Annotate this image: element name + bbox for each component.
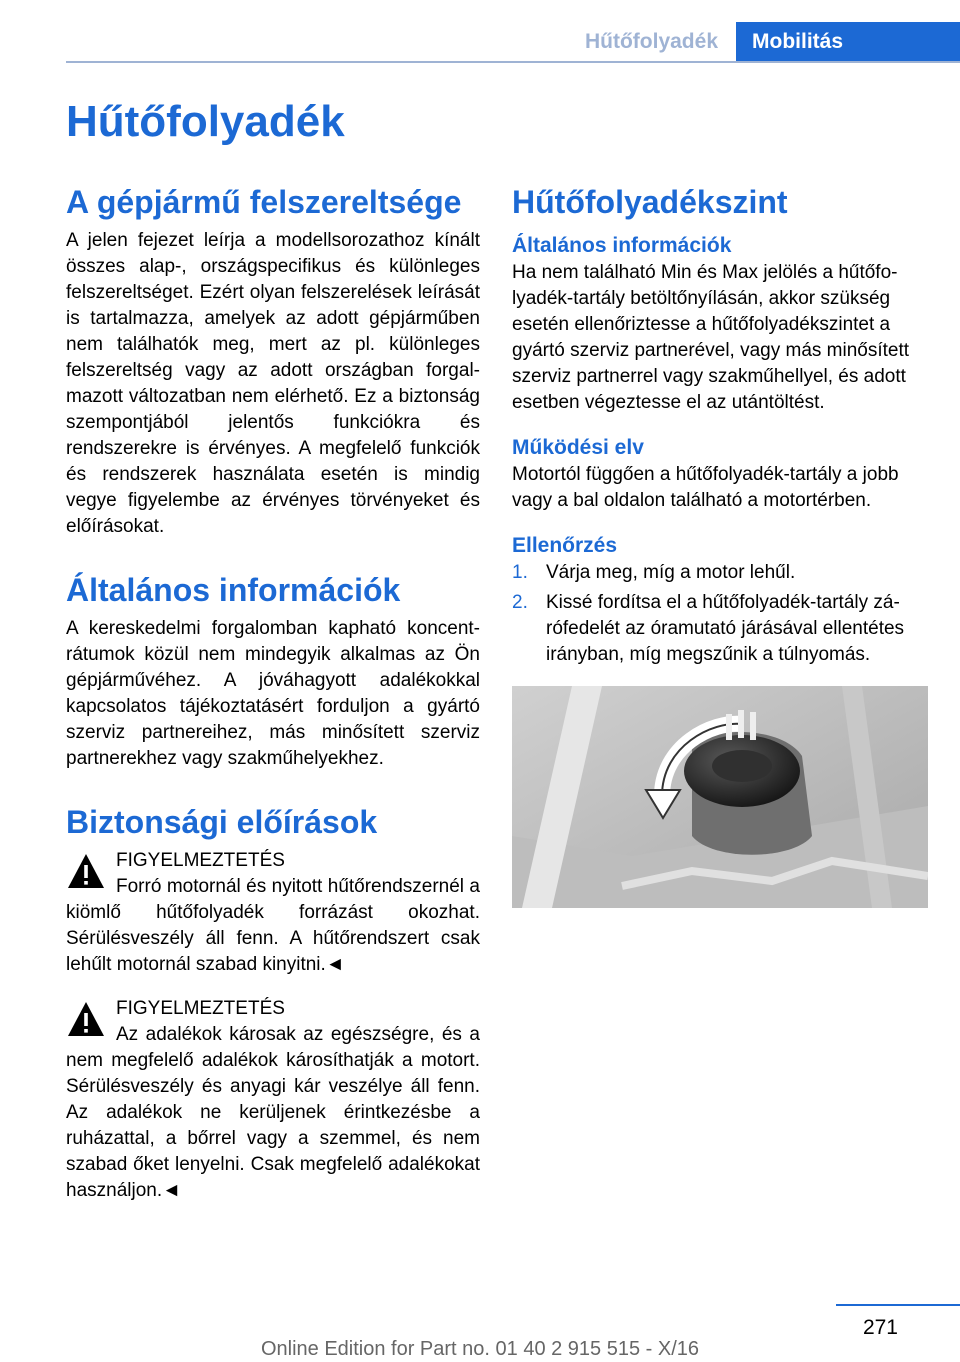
- subheading-check: Ellenőrzés: [512, 534, 618, 557]
- warning-label-2: FIGYELMEZTETÉS: [116, 998, 285, 1019]
- warning-label-1: FIGYELMEZTETÉS: [116, 850, 285, 871]
- list-item: [512, 560, 930, 586]
- general-paragraph: A kereskedelmi forgalomban kapható koncentrátumok közül nem mindegyik alkalmas az Ön gépjárművéhez. A jóváhagyott adalékokkal kapcsolatos tájékoztatásért forduljon a gyártó szerviz partnereihez, más minősített szerviz partnerekhez vagy szakműhelyekhez.: [66, 618, 480, 769]
- check-steps: [512, 560, 930, 668]
- section-heading-coolant-level: Hűtőfolyadékszint: [512, 184, 788, 220]
- step-number: 1.: [512, 562, 528, 583]
- warning-text-1: Forró motornál és nyitott hűtőrendszernél a kiömlő hűtőfolyadék forrázást okozhat. Sérülésveszély áll fenn. A hűtőrendszert csak lehűlt motornál szabad kinyitni.◄: [66, 876, 480, 975]
- step-number: 2.: [512, 592, 528, 613]
- step-text: Várja meg, míg a motor lehűl.: [546, 562, 796, 583]
- header-rule: [66, 61, 960, 63]
- page-title: Hűtőfolyadék: [66, 97, 345, 146]
- list-item: [512, 590, 930, 668]
- coolant-general-paragraph: Ha nem található Min és Max jelölés a hűtőfolyadék-tartály betöltőnyílásán, akkor szükség esetén ellenőriztesse a hűtőfolyadékszintet a gyártó szerviz partnerével, vagy más minősített szerviz partnerrel vagy szakműhellyel, és adott esetben végeztesse el az utántöltést.: [512, 262, 910, 413]
- warning-text-2: Az adalékok károsak az egészségre, és a nem megfelelő adalékok károsíthatják a motort. Sérülésveszély és anyagi kár veszélye áll fenn. Az adalékok ne kerüljenek érintkezésbe a ruházattal, a bőrrel vagy a szemmel, és nem szabad őket lenyelni. Csak megfelelő adalékokat használjon.◄: [66, 1024, 480, 1201]
- warning-triangle-icon: [66, 850, 106, 894]
- section-heading-general: Általános információk: [66, 572, 401, 608]
- edition-footer: Online Edition for Part no. 01 40 2 915 515 - X/16: [260, 1338, 700, 1360]
- section-heading-equipment: A gépjármű felszereltsége: [66, 184, 462, 220]
- warning-triangle-icon: [66, 998, 106, 1042]
- left-column: [66, 180, 480, 1204]
- header-tabs: [567, 22, 960, 62]
- chapter-tab: Mobilitás: [736, 22, 960, 62]
- equipment-paragraph: A jelen fejezet leírja a modellsorozathoz kínált összes alap-, országspecifikus és különleges felszereltséget. Ezért olyan felszerelések leírását is tartalmazza, amelyek az adott gépjárműben nem találhatók meg, mert az pl. különleges felszereltség vagy az adott országban forgalmazott változatban nem elérhető. Ez a biztonság szempontjából jelentős funkciókra és rendszerekre is érvényes. A megfelelő funkciók és rendszerek használata esetén is mindig vegye figyelembe az érvényes törvényeket és előírásokat.: [66, 230, 480, 537]
- principle-paragraph: Motortól függően a hűtőfolyadék-tartály a jobb vagy a bal oldalon található a motortérben.: [512, 464, 899, 511]
- section-heading-safety: Biztonsági előírások: [66, 804, 378, 840]
- footer-rule: [836, 1304, 960, 1306]
- page-number: 271: [862, 1316, 898, 1339]
- warning-block-1: [66, 848, 480, 978]
- right-column: [512, 180, 930, 908]
- subheading-principle: Működési elv: [512, 436, 644, 459]
- subheading-general: Általános információk: [512, 234, 732, 257]
- step-text: Kissé fordítsa el a hűtőfolyadék-tartály zárófedelét az óramutató járásával ellentétes irányban, míg megszűnik a túlnyomás.: [546, 592, 905, 665]
- section-tab: Hűtőfolyadék: [567, 22, 736, 62]
- warning-block-2: [66, 996, 480, 1204]
- coolant-reservoir-photo: [512, 686, 928, 908]
